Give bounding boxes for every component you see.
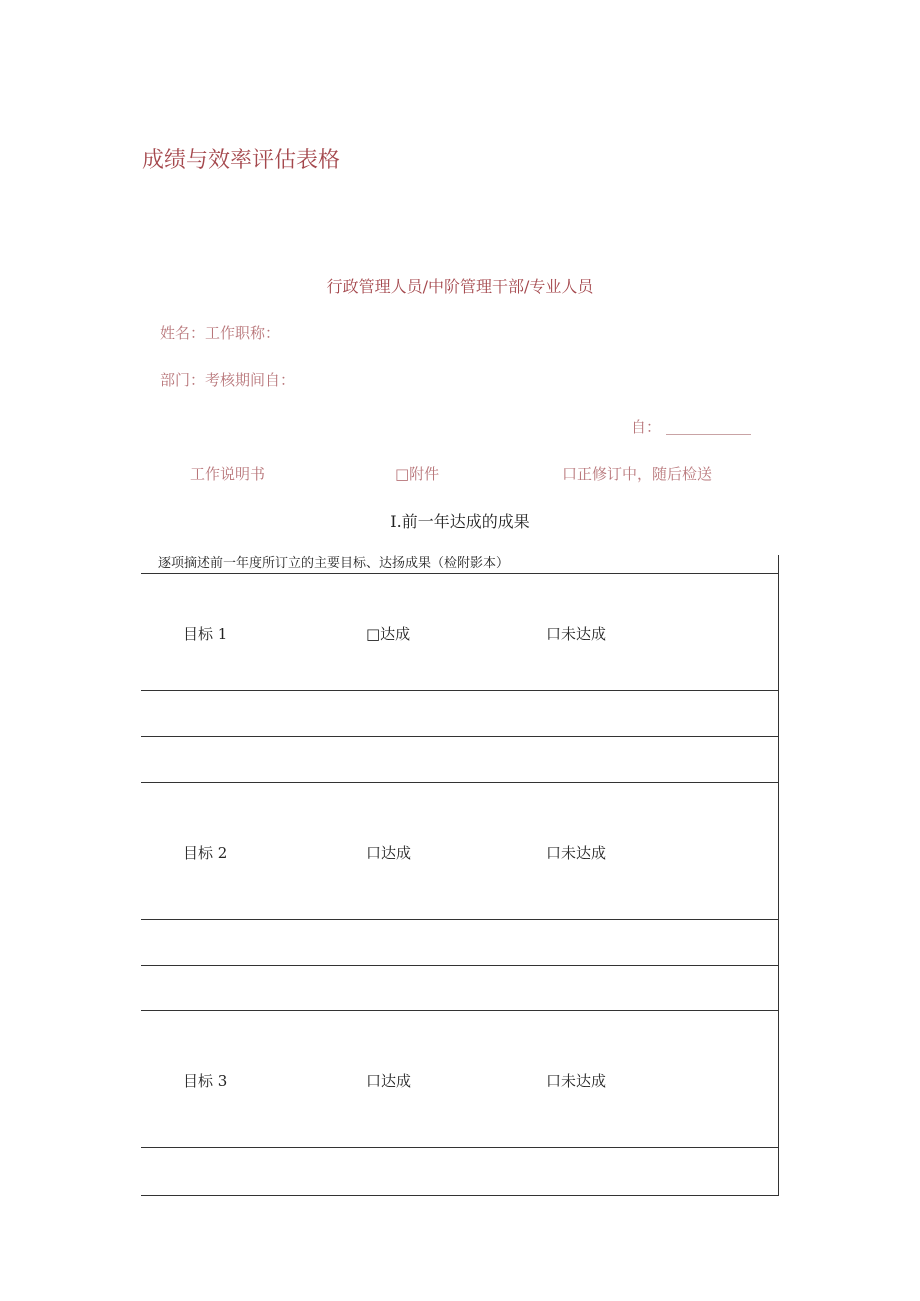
goal-3-label: 目标 3: [183, 1072, 228, 1090]
goal-1-label: 目标 1: [183, 625, 228, 643]
goals-table: [141, 555, 779, 1196]
goal-3-not-achieved-checkbox[interactable]: 口未达成: [546, 1072, 607, 1090]
goal-2-label: 目标 2: [183, 844, 228, 862]
table-header: [141, 555, 778, 574]
name-title-field: 姓名：工作职称：: [160, 324, 281, 342]
table-row-divider: [141, 736, 778, 737]
table-row-divider: [141, 965, 778, 966]
document-subtitle: 行政管理人员/中阶管理干部/专业人员: [326, 277, 594, 296]
section-title: I.前一年达成的成果: [390, 512, 530, 531]
document-title: 成绩与效率评估表格: [142, 148, 341, 173]
period-to-blank: [666, 434, 751, 435]
table-row-divider: [141, 782, 778, 783]
table-row-divider: [141, 919, 778, 920]
goal-1-not-achieved-checkbox[interactable]: 口未达成: [546, 625, 607, 643]
goal-1-achieved-checkbox[interactable]: □达成: [366, 625, 411, 643]
table-row-divider: [141, 1010, 778, 1011]
table-row-divider: [141, 1147, 778, 1148]
table-row-divider: [141, 690, 778, 691]
goal-3-achieved-checkbox[interactable]: 口达成: [366, 1072, 412, 1090]
goal-2-achieved-checkbox[interactable]: 口达成: [366, 844, 412, 862]
department-period-field: 部门：考核期间自：: [160, 371, 296, 389]
attachment-revising-checkbox[interactable]: 口正修订中，随后检送: [562, 465, 713, 483]
attachment-job-description: 工作说明书: [190, 465, 266, 483]
attachment-appendix-checkbox[interactable]: □附件: [395, 465, 440, 483]
period-to-field: 自：: [631, 418, 662, 436]
goal-2-not-achieved-checkbox[interactable]: 口未达成: [546, 844, 607, 862]
table-header-text: 逐项摘述前一年度所订立的主要目标、达扬成果（检附影本）: [158, 556, 510, 571]
